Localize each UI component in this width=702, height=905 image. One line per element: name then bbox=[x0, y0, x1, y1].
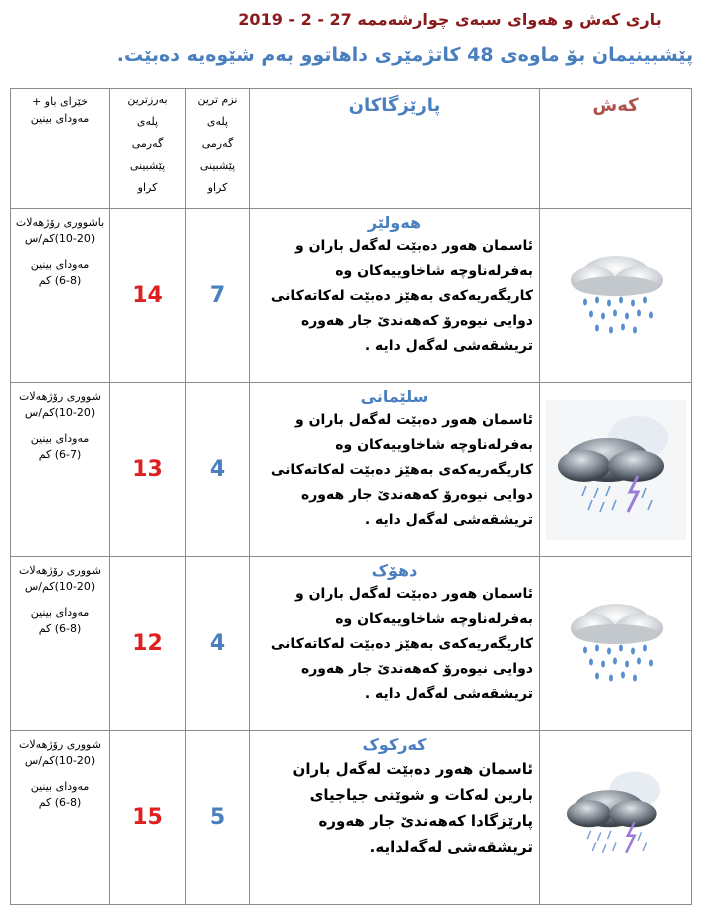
province-name: دهۆک bbox=[371, 561, 418, 580]
wind-speed: (10-20)کم/س bbox=[24, 754, 96, 767]
wind-direction: شووری رۆژهەلات bbox=[19, 738, 101, 751]
table-header-row bbox=[11, 89, 692, 209]
max-temp: 12 bbox=[110, 557, 186, 731]
min-temp-column-header: نزم ترین پلەی گەرمی پێشبینی کراو bbox=[186, 89, 250, 209]
forecast-description: ئاسمان هەور دەبێت لەگەل باران بارین لەکات و شوێنی جیاجیای پارێزگادا کەهەندێ جار هەورە تریشقەشی لەگەلدایە. bbox=[292, 760, 533, 856]
province-name: کەرکوک bbox=[362, 735, 427, 754]
province-cell bbox=[250, 209, 540, 383]
visibility-label: مەودای بینین bbox=[30, 258, 90, 271]
visibility-value: (6-8) کم bbox=[38, 622, 82, 635]
forecast-description: ئاسمان هەور دەبێت لەگەل باران و بەفرلەناوچە شاخاوییەکان وە کاریگەریەکەی بەهێز دەبێت لەکاتەکانی دوایی نیوەرۆ کەهەندێ جار هەورە تریشقەشی لەگەل دایە . bbox=[270, 412, 533, 528]
province-cell bbox=[250, 383, 540, 557]
wind-direction: باشووری رۆژهەلات bbox=[15, 216, 105, 229]
page-subtitle: پێشبینیمان بۆ ماوەی 48 کاتژمێری داهاتوو بەم شێوەیە دەبێت. bbox=[116, 44, 694, 66]
visibility-value: (6-8) کم bbox=[38, 796, 82, 809]
province-column-header: پارێزگاکان bbox=[250, 89, 540, 209]
max-temp: 13 bbox=[110, 383, 186, 557]
page-title: باری کەش و هەوای سبەی چوارشەممە 27 - 2 - 2019 bbox=[238, 10, 662, 29]
wind-cell bbox=[11, 209, 110, 383]
max-temp-column-header: بەرزترین پلەی گەرمی پێشبینی کراو bbox=[110, 89, 186, 209]
wind-speed: (10-20)کم/س bbox=[24, 232, 96, 245]
wind-speed: (10-20)کم/س bbox=[24, 580, 96, 593]
weather-cell bbox=[540, 383, 692, 557]
forecast-description: ئاسمان هەور دەبێت لەگەل باران و بەفرلەناوچە شاخاوییەکان وە کاریگەریەکەی بەهێز دەبێت لەکاتەکانی دوایی نیوەرۆ کەهەندێ جار هەورە تریشقەشی لەگەل دایە . bbox=[270, 238, 533, 354]
rain-cloud-icon bbox=[561, 246, 671, 346]
province-cell bbox=[250, 557, 540, 731]
min-temp: 7 bbox=[186, 209, 250, 383]
min-temp: 5 bbox=[186, 731, 250, 905]
province-name: سلێمانی bbox=[360, 387, 429, 406]
wind-cell bbox=[11, 383, 110, 557]
min-temp: 4 bbox=[186, 383, 250, 557]
visibility-label: مەودای بینین bbox=[30, 606, 90, 619]
table-row bbox=[11, 557, 692, 731]
table-row bbox=[11, 731, 692, 905]
rain-cloud-icon bbox=[561, 594, 671, 694]
province-cell bbox=[250, 731, 540, 905]
visibility-value: (6-7) کم bbox=[38, 448, 82, 461]
weather-column-header: کەش bbox=[540, 89, 692, 209]
min-temp: 4 bbox=[186, 557, 250, 731]
weather-image-frame bbox=[546, 400, 686, 540]
province-name: هەولێر bbox=[367, 213, 422, 232]
weather-cell bbox=[540, 209, 692, 383]
table-row bbox=[11, 209, 692, 383]
forecast-table bbox=[10, 88, 692, 905]
wind-direction: شووری رۆژهەلات bbox=[19, 390, 101, 403]
forecast-description: ئاسمان هەور دەبێت لەگەل باران و بەفرلەناوچە شاخاوییەکان وە کاریگەریەکەی بەهێز دەبێت لەکاتەکانی دوایی نیوەرۆ کەهەندێ جار هەورە تریشقەشی لەگەل دایە . bbox=[270, 586, 533, 702]
thunderstorm-icon bbox=[546, 400, 686, 540]
table-row bbox=[11, 383, 692, 557]
wind-cell bbox=[11, 557, 110, 731]
thunderstorm-icon bbox=[556, 763, 676, 873]
wind-column-header: خێرای باو + مەودای بینین bbox=[11, 89, 110, 209]
max-temp: 14 bbox=[110, 209, 186, 383]
wind-direction: شووری رۆژهەلات bbox=[19, 564, 101, 577]
wind-cell bbox=[11, 731, 110, 905]
max-temp: 15 bbox=[110, 731, 186, 905]
visibility-label: مەودای بینین bbox=[30, 432, 90, 445]
visibility-label: مەودای بینین bbox=[30, 780, 90, 793]
wind-speed: (10-20)کم/س bbox=[24, 406, 96, 419]
visibility-value: (6-8) کم bbox=[38, 274, 82, 287]
weather-cell bbox=[540, 557, 692, 731]
weather-cell bbox=[540, 731, 692, 905]
